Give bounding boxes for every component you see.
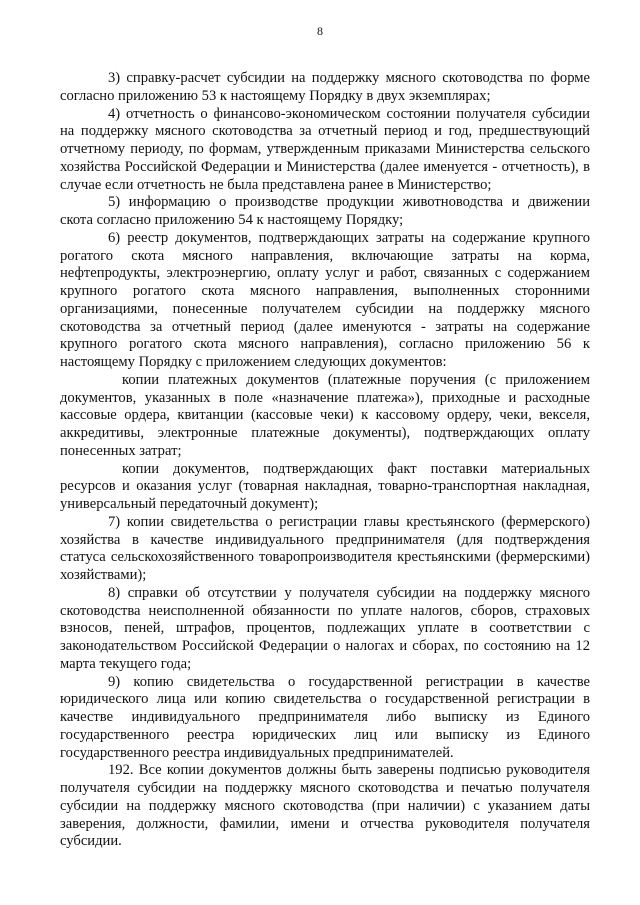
paragraph-item-4: 4) отчетность о финансово-экономическом состоянии получателя субсидии на поддержку мясного скотоводства за отчетный период и год, предшествующий отчетному периоду, по формам, утвержденным приказами Министерства сельского хозяйства Российской Федерации и Министерства (далее именуется - отчетность), в случае если отчетность не была представлена ранее в Министерство; bbox=[60, 105, 590, 193]
paragraph-item-6: 6) реестр документов, подтверждающих затраты на содержание крупного рогатого скота мясного направления, включающие затраты на корма, нефтепродукты, электроэнергию, оплату услуг и работ, связанных с содержанием крупного рогатого скота мясного направления, выполненных сторонними организациями, понесенные получателем субсидии на поддержку мясного скотоводства за отчетный период (далее именуются - затраты на содержание крупного рогатого скота мясного направления), согласно приложению 56 к настоящему Порядку с приложением следующих документов: bbox=[60, 229, 590, 370]
paragraph-item-8: 8) справки об отсутствии у получателя субсидии на поддержку мясного скотоводства неисполненной обязанности по уплате налогов, сборов, страховых взносов, пеней, штрафов, процентов, подлежащих уплате в соответствии с законодательством Российской Федерации о налогах и сборах, по состоянию на 12 марта текущего года; bbox=[60, 584, 590, 672]
paragraph-delivery-copies: копии документов, подтверждающих факт поставки материальных ресурсов и оказания услуг (товарная накладная, товарно-транспортная накладная, универсальный передаточный документ); bbox=[60, 460, 590, 512]
paragraph-payment-copies: копии платежных документов (платежные поручения (с приложением документов, указанных в поле «назначение платежа»), приходные и расходные кассовые ордера, квитанции (кассовые чеки) к кассовому ордеру, чеки, векселя, аккредитивы, электронные платежные документы), подтверждающих оплату понесенных затрат; bbox=[60, 371, 590, 459]
paragraph-item-9: 9) копию свидетельства о государственной регистрации в качестве юридического лица или копию свидетельства о государственной регистрации в качестве индивидуального предпринимателя либо выписку из Единого государственного реестра юридических лиц или выписку из Единого государственного реестра индивидуальных предпринимателей. bbox=[60, 673, 590, 761]
paragraph-item-3: 3) справку-расчет субсидии на поддержку мясного скотоводства по форме согласно приложению 53 к настоящему Порядку в двух экземплярах; bbox=[60, 70, 590, 104]
page-number: 8 bbox=[317, 24, 323, 38]
paragraph-item-5: 5) информацию о производстве продукции животноводства и движении скота согласно приложению 54 к настоящему Порядку; bbox=[60, 194, 590, 228]
paragraph-item-7: 7) копии свидетельства о регистрации главы крестьянского (фермерского) хозяйства в качестве индивидуального предпринимателя (для подтверждения статуса сельскохозяйственного товаропроизводителя крестьянскими (фермерскими) хозяйствами); bbox=[60, 513, 590, 583]
paragraph-192: 192. Все копии документов должны быть заверены подписью руководителя получателя субсидии на поддержку мясного скотоводства и печатью получателя субсидии на поддержку мясного скотоводства (при наличии) с указанием даты заверения, должности, фамилии, имени и отчества руководителя получателя субсидии. bbox=[60, 762, 590, 850]
document-body bbox=[60, 70, 590, 851]
